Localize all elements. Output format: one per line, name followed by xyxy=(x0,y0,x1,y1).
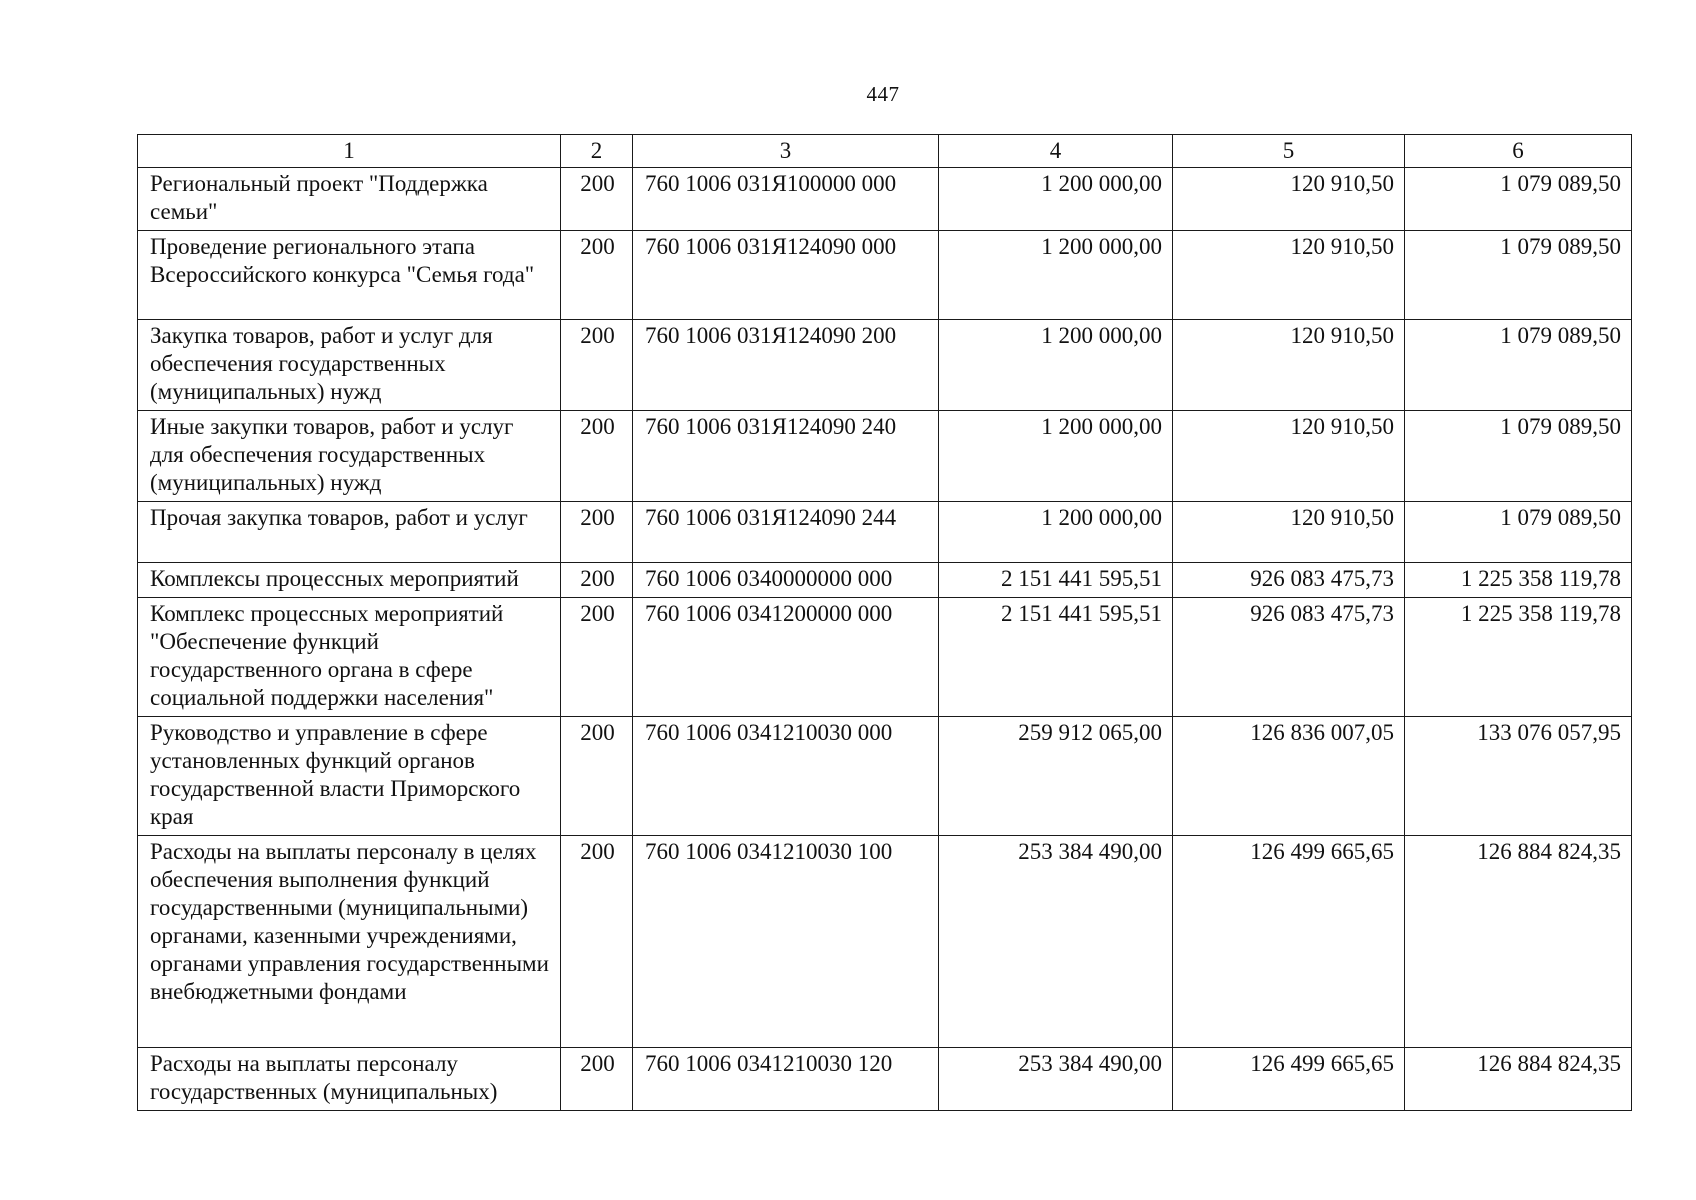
row-value-5: 120 910,50 xyxy=(1173,320,1405,411)
row-value-4: 1 200 000,00 xyxy=(939,231,1173,320)
row-value-5: 120 910,50 xyxy=(1173,231,1405,320)
row-value-6: 1 079 089,50 xyxy=(1405,168,1632,231)
table-row xyxy=(138,717,1632,836)
table-row xyxy=(138,598,1632,717)
row-value-4: 253 384 490,00 xyxy=(939,836,1173,1048)
table-row xyxy=(138,320,1632,411)
row-column-2: 200 xyxy=(561,320,633,411)
row-value-5: 926 083 475,73 xyxy=(1173,598,1405,717)
row-code: 760 1006 031Я124090 240 xyxy=(633,411,939,502)
row-code: 760 1006 0341210030 120 xyxy=(633,1048,939,1111)
row-code: 760 1006 031Я100000 000 xyxy=(633,168,939,231)
column-header-3: 3 xyxy=(633,135,939,168)
row-value-4: 1 200 000,00 xyxy=(939,502,1173,563)
row-column-2: 200 xyxy=(561,168,633,231)
row-value-6: 1 079 089,50 xyxy=(1405,411,1632,502)
column-header-1: 1 xyxy=(138,135,561,168)
row-value-5: 126 499 665,65 xyxy=(1173,1048,1405,1111)
row-name: Закупка товаров, работ и услуг для обеспечения государственных (муниципальных) нужд xyxy=(138,320,561,411)
column-header-2: 2 xyxy=(561,135,633,168)
row-name: Расходы на выплаты персоналу государственных (муниципальных) xyxy=(138,1048,561,1111)
row-value-6: 126 884 824,35 xyxy=(1405,836,1632,1048)
row-column-2: 200 xyxy=(561,411,633,502)
table-row xyxy=(138,231,1632,320)
row-value-4: 259 912 065,00 xyxy=(939,717,1173,836)
row-value-5: 126 836 007,05 xyxy=(1173,717,1405,836)
row-column-2: 200 xyxy=(561,563,633,598)
column-header-4: 4 xyxy=(939,135,1173,168)
row-value-6: 126 884 824,35 xyxy=(1405,1048,1632,1111)
row-value-6: 1 225 358 119,78 xyxy=(1405,563,1632,598)
row-column-2: 200 xyxy=(561,502,633,563)
row-code: 760 1006 0341210030 100 xyxy=(633,836,939,1048)
row-value-5: 120 910,50 xyxy=(1173,502,1405,563)
table-header-row xyxy=(138,135,1632,168)
row-code: 760 1006 031Я124090 000 xyxy=(633,231,939,320)
row-value-4: 1 200 000,00 xyxy=(939,320,1173,411)
row-column-2: 200 xyxy=(561,836,633,1048)
row-column-2: 200 xyxy=(561,231,633,320)
table-row xyxy=(138,411,1632,502)
row-column-2: 200 xyxy=(561,1048,633,1111)
page-number: 447 xyxy=(866,82,900,106)
row-value-4: 1 200 000,00 xyxy=(939,168,1173,231)
row-name: Комплекс процессных мероприятий "Обеспечение функций государственного органа в сфере социальной поддержки населения" xyxy=(138,598,561,717)
row-code: 760 1006 031Я124090 244 xyxy=(633,502,939,563)
table-row xyxy=(138,836,1632,1048)
row-name: Региональный проект "Поддержка семьи" xyxy=(138,168,561,231)
row-value-6: 1 079 089,50 xyxy=(1405,231,1632,320)
row-name: Прочая закупка товаров, работ и услуг xyxy=(138,502,561,563)
row-code: 760 1006 0341200000 000 xyxy=(633,598,939,717)
table-row xyxy=(138,502,1632,563)
table-row xyxy=(138,1048,1632,1111)
column-header-5: 5 xyxy=(1173,135,1405,168)
row-code: 760 1006 0341210030 000 xyxy=(633,717,939,836)
row-value-6: 1 079 089,50 xyxy=(1405,320,1632,411)
row-column-2: 200 xyxy=(561,717,633,836)
row-value-4: 1 200 000,00 xyxy=(939,411,1173,502)
row-code: 760 1006 031Я124090 200 xyxy=(633,320,939,411)
row-value-6: 1 225 358 119,78 xyxy=(1405,598,1632,717)
row-name: Комплексы процессных мероприятий xyxy=(138,563,561,598)
budget-table xyxy=(137,134,1632,1111)
row-code: 760 1006 0340000000 000 xyxy=(633,563,939,598)
row-column-2: 200 xyxy=(561,598,633,717)
row-value-5: 120 910,50 xyxy=(1173,168,1405,231)
row-name: Руководство и управление в сфере установленных функций органов государственной власти Приморского края xyxy=(138,717,561,836)
row-value-4: 2 151 441 595,51 xyxy=(939,598,1173,717)
table-row xyxy=(138,563,1632,598)
row-name: Проведение регионального этапа Всероссийского конкурса "Семья года" xyxy=(138,231,561,320)
row-value-4: 2 151 441 595,51 xyxy=(939,563,1173,598)
row-value-4: 253 384 490,00 xyxy=(939,1048,1173,1111)
row-name: Иные закупки товаров, работ и услуг для обеспечения государственных (муниципальных) нужд xyxy=(138,411,561,502)
row-value-5: 126 499 665,65 xyxy=(1173,836,1405,1048)
row-value-5: 926 083 475,73 xyxy=(1173,563,1405,598)
row-name: Расходы на выплаты персоналу в целях обеспечения выполнения функций государственными (муниципальными) органами, казенными учреждениями, органами управления государственными внебюджетными фондами xyxy=(138,836,561,1048)
row-value-6: 133 076 057,95 xyxy=(1405,717,1632,836)
row-value-5: 120 910,50 xyxy=(1173,411,1405,502)
row-value-6: 1 079 089,50 xyxy=(1405,502,1632,563)
column-header-6: 6 xyxy=(1405,135,1632,168)
table-row xyxy=(138,168,1632,231)
